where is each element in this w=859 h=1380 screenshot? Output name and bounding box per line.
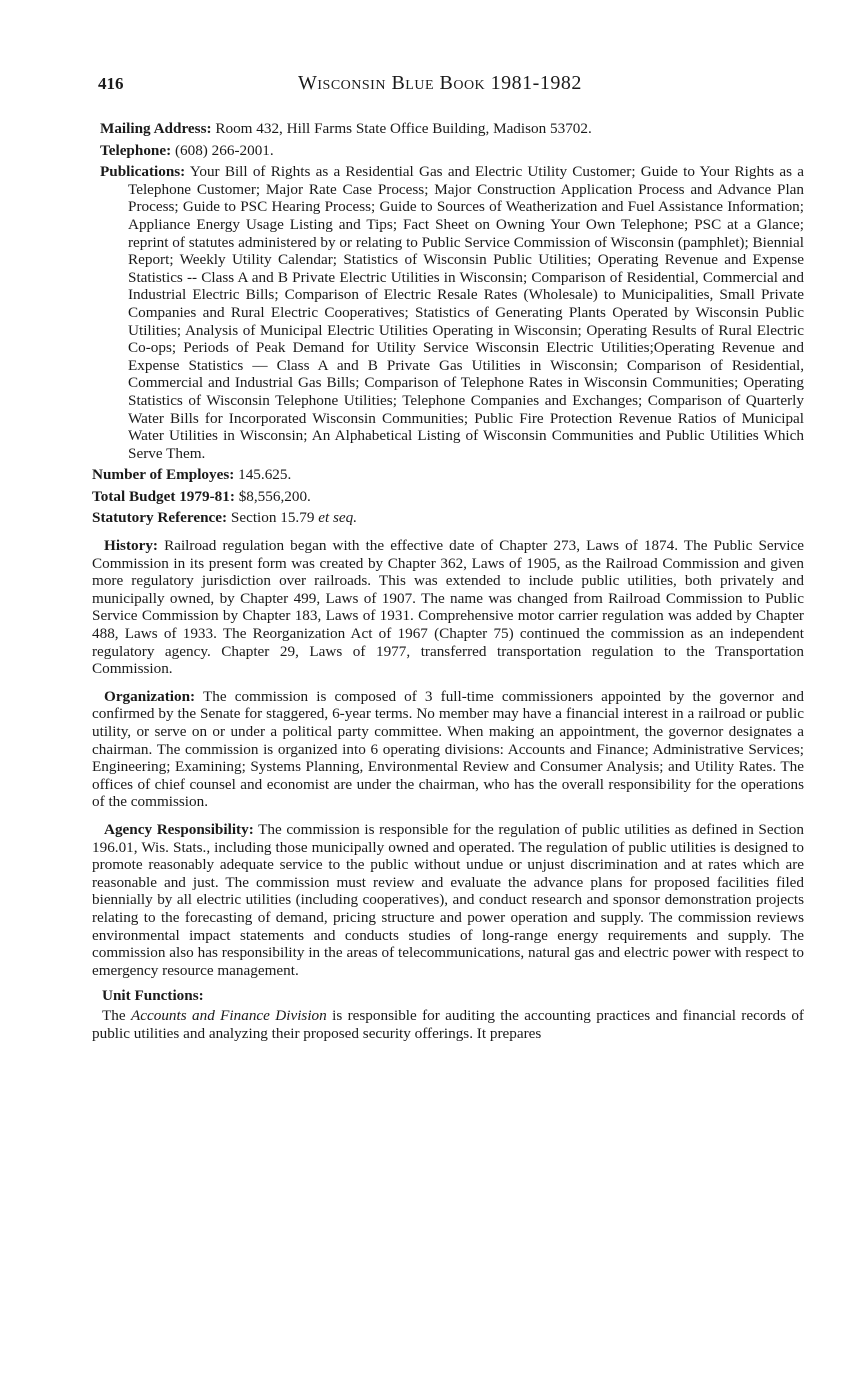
publications: [100, 163, 804, 462]
budget-value: $8,556,200.: [238, 487, 311, 505]
organization-text: The commission is composed of 3 full-time commissioners appointed by the governor and confirmed by the Senate for staggered, 6-year terms. No member may have a financial interest in a railroad or public utility, or serve on or under a political party committee. When making an appointment, the governor designates a chairman. The commission is organized into 6 operating divisions: Accounts and Finance; Administrative Services; Engineering; Examining; Systems Planning, Environmental Review and Consumer Analysis; and Utility Rates. The offices of chief counsel and economist are under the chairman, who has the overall responsibility for the operations of the commission.: [92, 687, 804, 811]
history-label: History:: [104, 537, 158, 555]
total-budget: [92, 488, 804, 506]
employes-label: Number of Employes:: [92, 466, 235, 484]
accounts-finance-division: Accounts and Finance Division: [130, 1006, 327, 1024]
history-text: Railroad regulation began with the effective date of Chapter 273, Laws of 1874. The Public Service Commission in its present form was created by Chapter 362, Laws of 1905, as the Railroad Commission and given more regulatory jurisdiction over railroads. This was extended to include public utilities, both privately and municipally owned, by Chapter 499, Laws of 1907. The name was changed from Railroad Commission to Public Service Commission by Chapter 183, Laws of 1931. Comprehensive motor carrier regulation was added by Chapter 488, Laws of 1933. The Reorganization Act of 1967 (Chapter 75) continued the commission as an independent regulatory agency. Chapter 29, Laws of 1977, transferred transportation regulation to the Transportation Commission.: [92, 537, 804, 678]
agency-responsibility-text: The commission is responsible for the regulation of public utilities as defined in Section 196.01, Wis. Stats., including those municipally owned and operated. The regulation of public utilities is designed to promote reasonably adequate service to the public without undue or unjust discrimination and at rates which are reasonable and just. The commission must review and evaluate the advance plans for proposed facilities filed biennially by all electric utilities (including cooperatives), and conduct research and sponsor demonstration projects relating to the forecasting of demand, pricing structure and power operation and supply. The commission reviews environmental impact statements and conducts studies of long-range energy requirements and supply. The commission also has responsibility in the areas of telecommunications, natural gas and electric power with respect to emergency resource management.: [92, 820, 804, 979]
unit-functions-text: is responsible for auditing the accounting practices and financial records of public utilities and analyzing their proposed security offerings. It prepares: [92, 1006, 804, 1042]
statutory-suffix: et seq.: [318, 509, 358, 527]
page-body: [92, 120, 804, 1042]
running-title: Wisconsin Blue Book 1981-1982: [298, 72, 582, 94]
publications-label: Publications:: [100, 163, 186, 181]
agency-responsibility-label: Agency Responsibility:: [104, 820, 254, 838]
mailing-address-value: Room 432, Hill Farms State Office Building, Madison 53702.: [215, 120, 592, 137]
page-header: [98, 72, 658, 106]
mailing-address-label: Mailing Address:: [100, 120, 212, 137]
organization-label: Organization:: [104, 687, 196, 705]
budget-label: Total Budget 1979-81:: [92, 487, 235, 505]
page-number: 416: [98, 74, 124, 93]
employes-value: 145.625.: [238, 466, 292, 484]
organization-section: [92, 688, 804, 811]
publications-value: Your Bill of Rights as a Residential Gas and Electric Utility Customer; Guide to Your Rights as a Telephone Customer; Major Rate Case Process; Major Construction Application Process and Advance Plan Process; Guide to PSC Hearing Process; Guide to Sources of Weatherization and Fuel Assistance Information; Appliance Energy Usage Listing and Tips; Fact Sheet on Owning Your Own Telephone; PSC at a Glance; reprint of statutes administered by or relating to Public Service Commission of Wisconsin (pamphlet); Biennial Report; Weekly Utility Calendar; Statistics of Wisconsin Public Utilities; Operating Revenue and Expense Statistics -- Class A and B Private Electric Utilities in Wisconsin; Comparison of Residential, Commercial and Industrial Electric Bills; Comparison of Electric Resale Rates (Wholesale) to Municipalities, Small Private Companies and Rural Electric Cooperatives; Statistics of Generating Plants Operated by Wisconsin Public Utilities; Analysis of Municipal Electric Utilities Operating in Wisconsin; Operating Results of Rural Electric Co-ops; Periods of Peak Demand for Utility Service Wisconsin Electric Utilities;Operating Revenue and Expense Statistics — Class A and B Private Gas Utilities in Wisconsin; Comparison of Residential, Commercial and Industrial Gas Bills; Comparison of Telephone Rates in Wisconsin Communities; Operating Statistics of Wisconsin Telephone Utilities; Telephone Companies and Exchanges; Comparison of Quarterly Water Bills for Incorporated Wisconsin Communities; Public Fire Protection Revenue Ratios of Municipal Water Utilities in Wisconsin; An Alphabetical Listing of Wisconsin Communities and Public Utilities Which Serve Them.: [128, 163, 805, 462]
statutory-value: Section 15.79: [230, 509, 315, 527]
history-section: [92, 537, 804, 678]
telephone: [100, 142, 804, 160]
telephone-label: Telephone:: [100, 141, 172, 159]
number-of-employes: [92, 466, 804, 484]
unit-functions-paragraph: [92, 1007, 804, 1042]
mailing-address: [100, 120, 804, 138]
unit-functions-heading: Unit Functions:: [102, 987, 204, 1005]
telephone-value: (608) 266-2001.: [174, 141, 274, 159]
statutory-reference: [92, 509, 804, 527]
unit-functions-intro: The: [102, 1006, 126, 1024]
agency-responsibility-section: [92, 821, 804, 979]
statutory-label: Statutory Reference:: [92, 509, 228, 527]
